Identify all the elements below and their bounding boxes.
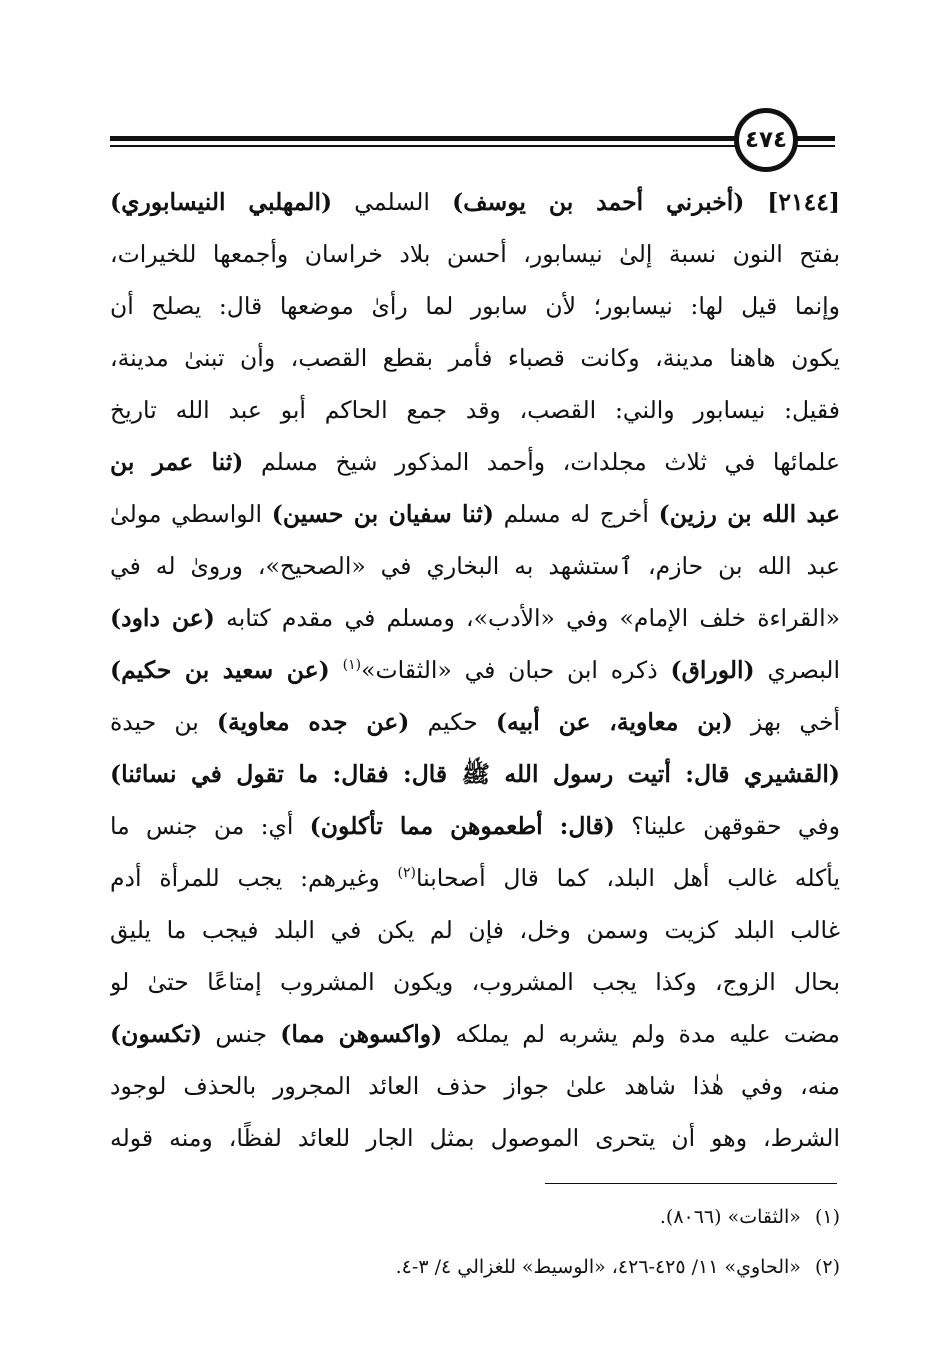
text-run: جنس — [202, 1020, 281, 1048]
text-line — [110, 176, 840, 228]
text-run: أخرج له مسلم — [493, 500, 659, 528]
text-line: الشرط، وهو أن يتحرى الموصول بمثل الجار للعائد لفظًا، ومنه قوله — [110, 1124, 840, 1152]
text-run: أخي بهز — [732, 708, 840, 736]
bold-run: (عن سعيد بن حكيم) — [110, 656, 330, 684]
text-run: وفي حقوقهن علينا؟ — [614, 812, 840, 840]
bold-run: (بن معاوية، عن أبيه) — [495, 708, 733, 736]
bold-run: (عن داود) — [110, 604, 215, 632]
text-line — [110, 592, 840, 644]
main-text — [110, 176, 840, 1164]
text-run: يأكله غالب أهل البلد، كما قال أصحابنا — [416, 864, 840, 892]
footnote — [110, 1242, 840, 1292]
text-line — [110, 436, 840, 488]
header-rule-thick — [110, 136, 835, 141]
text-line — [110, 852, 840, 904]
header-rule-thin — [110, 145, 835, 147]
page-number: ٤٧٤ — [734, 108, 798, 172]
bold-run: (واكسوهن مما) — [280, 1020, 443, 1048]
bold-run: (المهلبي النيسابوري) — [110, 188, 333, 216]
text-run: وغيرهم: يجب للمرأة أدم — [110, 864, 398, 892]
footnotes — [110, 1192, 840, 1292]
hadith-number-narrator: [٢١٤٤] (أخبرني أحمد بن يوسف) — [452, 188, 840, 216]
text-run: بن حيدة — [110, 708, 217, 736]
text-run: أي: من جنس ما — [110, 812, 310, 840]
text-run: البصري — [754, 656, 840, 684]
footnote — [110, 1192, 840, 1242]
text-line — [110, 800, 840, 852]
footnote-text: «الثقات» (٨٠٦٦). — [659, 1206, 801, 1228]
text-run: الواسطي مولىٰ — [110, 500, 272, 528]
footnote-separator — [545, 1183, 837, 1184]
text-run: ذكره ابن حبان في «الثقات» — [361, 656, 671, 684]
text-run: السلمي — [332, 188, 453, 216]
footnote-ref: (١) — [342, 657, 362, 674]
text-run — [330, 656, 343, 684]
bold-run: (قال: أطعموهن مما تأكلون) — [309, 812, 615, 840]
text-line — [110, 644, 840, 696]
text-line — [110, 488, 840, 540]
footnote-number: (١) — [814, 1206, 840, 1228]
text-line: يكون هاهنا مدينة، وكانت قصباء فأمر بقطع القصب، وأن تبنىٰ مدينة، — [110, 344, 840, 372]
text-run: «القراءة خلف الإمام» وفي «الأدب»، ومسلم في مقدم كتابه — [214, 604, 840, 632]
bold-run: (ثنا عمر بن — [110, 448, 244, 476]
bold-run: (تكسون) — [110, 1020, 203, 1048]
page-header — [110, 110, 835, 180]
text-line: فقيل: نيسابور والني: القصب، وقد جمع الحاكم أبو عبد الله تاريخ — [110, 396, 840, 424]
text-line — [110, 1008, 840, 1060]
text-line: (القشيري قال: أتيت رسول الله ﷺ قال: فقال: ما تقول في نسائنا) — [110, 760, 840, 788]
bold-run: (الوراق) — [670, 656, 755, 684]
text-line: وإنما قيل لها: نيسابور؛ لأن سابور لما رأىٰ موضعها قال: يصلح أن — [110, 292, 840, 320]
footnote-number: (٢) — [814, 1256, 840, 1278]
text-run: مضت عليه مدة ولم يشربه لم يملكه — [442, 1020, 840, 1048]
text-line: منه، وفي هٰذا شاهد علىٰ جواز حذف العائد المجرور بالحذف لوجود — [110, 1072, 840, 1100]
text-line: بحال الزوج، وكذا يجب المشروب، ويكون المشروب إمتاعًا حتىٰ لو — [110, 968, 840, 996]
text-line: بفتح النون نسبة إلىٰ نيسابور، أحسن بلاد خراسان وأجمعها للخيرات، — [110, 240, 840, 268]
text-line — [110, 696, 840, 748]
bold-run: (ثنا سفيان بن حسين) — [271, 500, 494, 528]
text-run: حكيم — [409, 708, 496, 736]
text-line: عبد الله بن حازم، ٱستشهد به البخاري في «الصحيح»، وروىٰ له في — [110, 552, 840, 580]
text-line: غالب البلد كزيت وسمن وخل، فإن لم يكن في البلد فيجب ما يليق — [110, 916, 840, 944]
footnote-ref: (٢) — [397, 865, 416, 882]
bold-run: عبد الله بن رزين) — [658, 500, 840, 528]
text-run: علمائها في ثلاث مجلدات، وأحمد المذكور شيخ مسلم — [243, 448, 840, 476]
bold-run: (عن جده معاوية) — [216, 708, 410, 736]
footnote-text: «الحاوي» ١١/ ٤٢٥-٤٢٦، «الوسيط» للغزالي ٤/ ٣-٤. — [395, 1256, 801, 1278]
